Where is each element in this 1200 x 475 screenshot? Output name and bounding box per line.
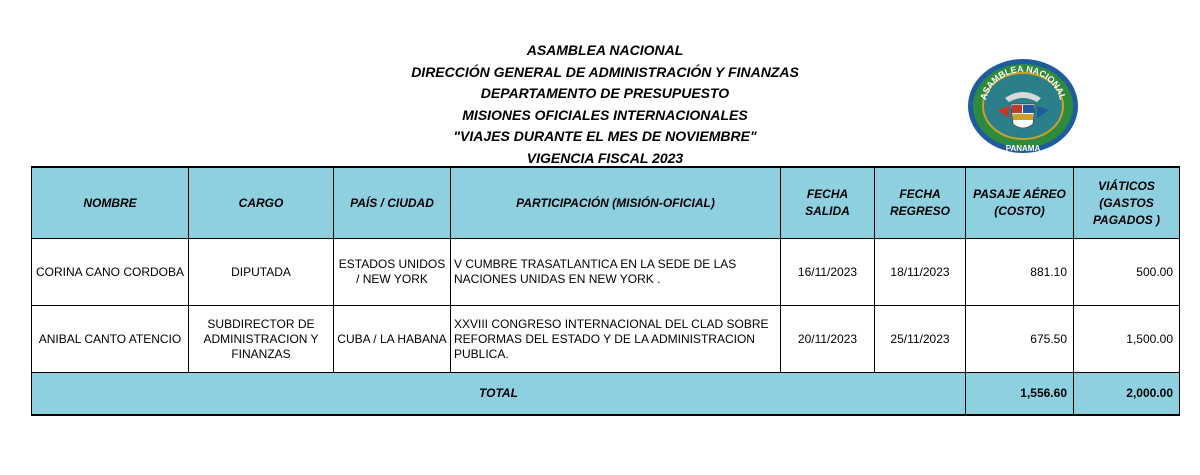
missions-table (31, 166, 1180, 416)
table-row (32, 239, 1180, 306)
col-header-participacion: PARTICIPACIÓN (MISIÓN-OFICIAL) (451, 167, 781, 239)
cell-fecha-salida: 20/11/2023 (781, 306, 875, 373)
asamblea-seal-logo (967, 58, 1079, 154)
col-header-viaticos: VIÁTICOS (GASTOS PAGADOS ) (1074, 167, 1180, 239)
svg-text:PANAMA: PANAMA (1005, 144, 1041, 153)
cell-nombre: CORINA CANO CORDOBA (32, 239, 189, 306)
svg-text:ASAMBLEA NACIONAL: ASAMBLEA NACIONAL (978, 63, 1068, 102)
cell-cargo: SUBDIRECTOR DE ADMINISTRACION Y FINANZAS (189, 306, 334, 373)
table-total-row (32, 373, 1180, 416)
col-header-pasaje: PASAJE AÉREO (COSTO) (966, 167, 1074, 239)
header-line-3: DEPARTAMENTO DE PRESUPUESTO (480, 85, 730, 101)
cell-viaticos: 500.00 (1074, 239, 1180, 306)
col-header-nombre: NOMBRE (32, 167, 189, 239)
cell-pasaje: 675.50 (966, 306, 1074, 373)
total-label: TOTAL (32, 373, 966, 416)
header-line-1: ASAMBLEA NACIONAL (526, 42, 684, 58)
col-header-fecha-regreso: FECHA REGRESO (875, 167, 966, 239)
cell-participacion: V CUMBRE TRASATLANTICA EN LA SEDE DE LAS NACIONES UNIDAS EN NEW YORK . (451, 239, 781, 306)
table-header-row (32, 167, 1180, 239)
header-line-2: DIRECCIÓN GENERAL DE ADMINISTRACIÓN Y FINANZAS (411, 63, 799, 80)
table-row (32, 306, 1180, 373)
total-viaticos: 2,000.00 (1074, 373, 1180, 416)
cell-nombre: ANIBAL CANTO ATENCIO (32, 306, 189, 373)
col-header-pais: PAÍS / CIUDAD (334, 167, 451, 239)
header-line-6: VIGENCIA FISCAL 2023 (526, 149, 684, 166)
cell-fecha-regreso: 25/11/2023 (875, 306, 966, 373)
total-pasaje: 1,556.60 (966, 373, 1074, 416)
cell-participacion: XXVIII CONGRESO INTERNACIONAL DEL CLAD SOBRE REFORMAS DEL ESTADO Y DE LA ADMINISTRACION PUBLICA. (451, 306, 781, 373)
cell-fecha-salida: 16/11/2023 (781, 239, 875, 306)
cell-viaticos: 1,500.00 (1074, 306, 1180, 373)
col-header-fecha-salida: FECHA SALIDA (781, 167, 875, 239)
cell-cargo: DIPUTADA (189, 239, 334, 306)
cell-pais: CUBA / LA HABANA (334, 306, 451, 373)
cell-pais: ESTADOS UNIDOS / NEW YORK (334, 239, 451, 306)
header-line-5: "VIAJES DURANTE EL MES DE NOVIEMBRE" (453, 128, 757, 144)
cell-fecha-regreso: 18/11/2023 (875, 239, 966, 306)
cell-pasaje: 881.10 (966, 239, 1074, 306)
col-header-cargo: CARGO (189, 167, 334, 239)
header-line-4: MISIONES OFICIALES INTERNACIONALES (462, 106, 748, 123)
